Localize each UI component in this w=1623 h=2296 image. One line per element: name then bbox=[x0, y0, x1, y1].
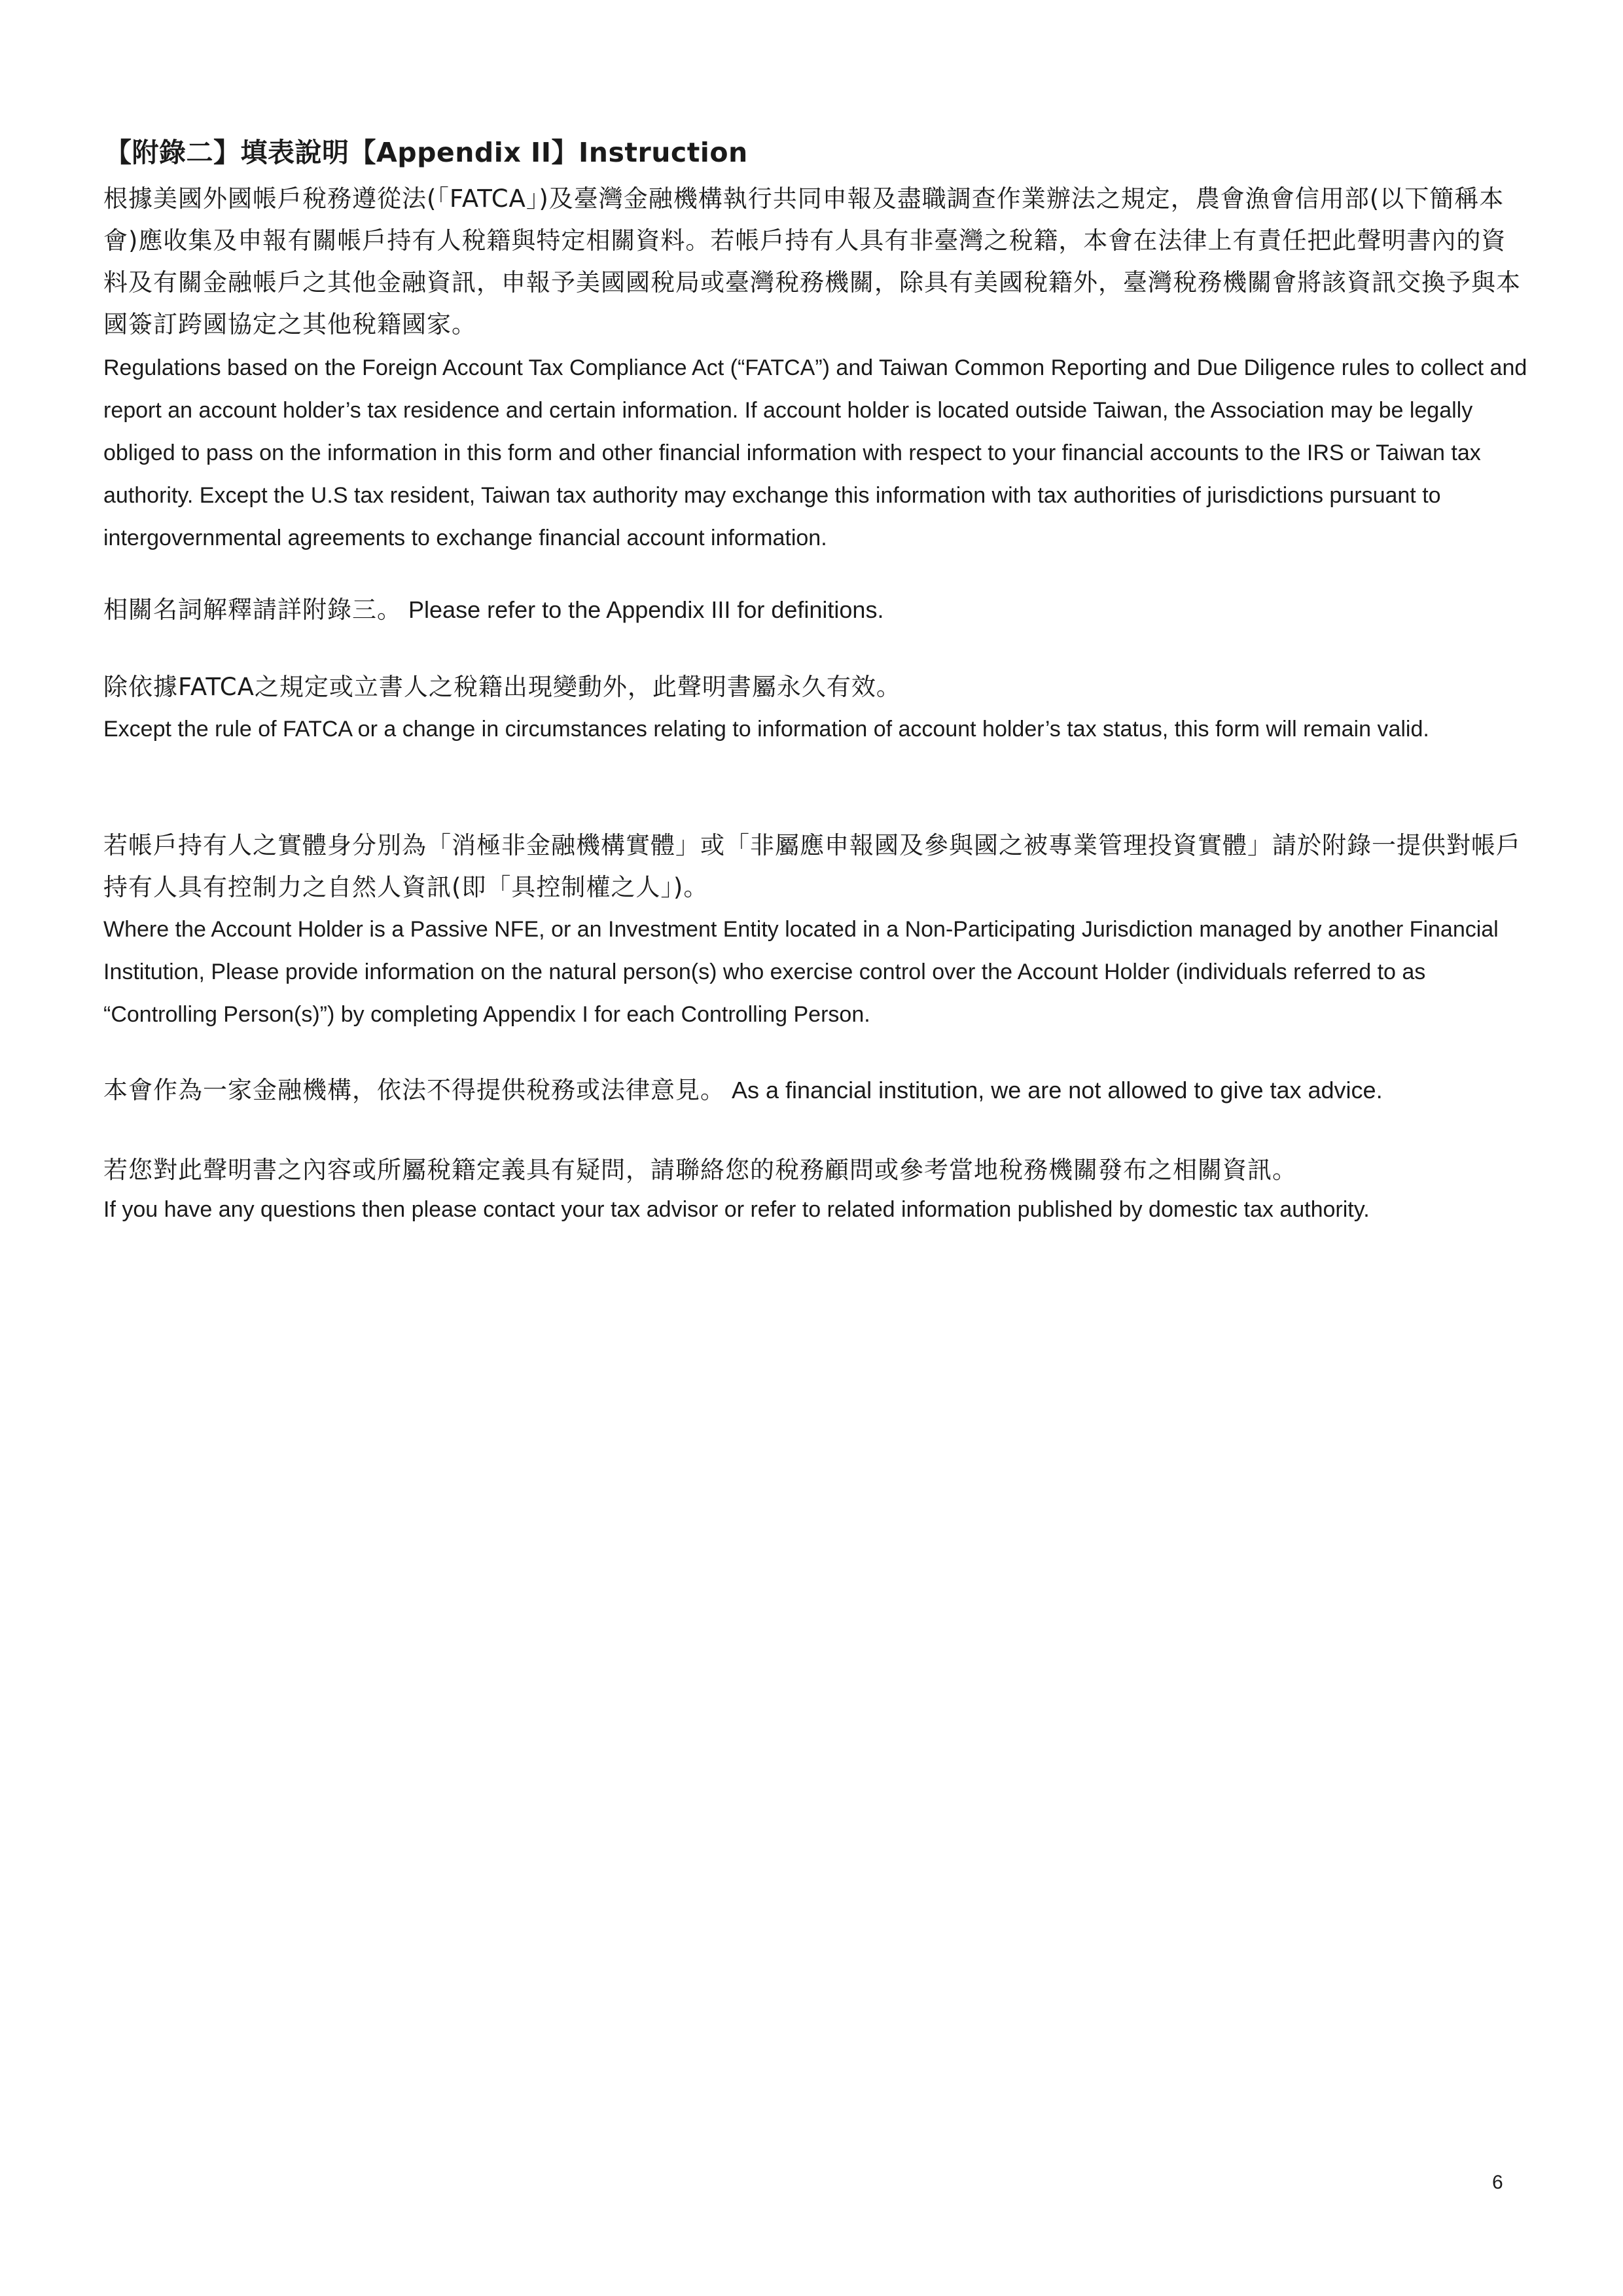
validity-paragraph-zh: 除依據FATCA之規定或立書人之稅籍出現變動外，此聲明書屬永久有效。 bbox=[103, 673, 901, 701]
validity-paragraph-en: Except the rule of FATCA or a change in circumstances relating to information of account holder’s tax status, this form will remain valid. bbox=[103, 717, 1429, 742]
tax-advice-section bbox=[103, 1071, 1530, 1110]
questions-paragraph-en: If you have any questions then please contact your tax advisor or refer to related information published by domestic tax authority. bbox=[103, 1197, 1370, 1222]
regulation-section bbox=[103, 178, 1530, 560]
tax-advice-text-zh: 本會作為一家金融機構，依法不得提供稅務或法律意見。 bbox=[103, 1076, 725, 1104]
controlling-person-paragraph-en: Where the Account Holder is a Passive NFE, or an Investment Entity located in a Non-Participating Jurisdiction managed by another Financial Institution, Please provide information on the natural person(s) who exercise control over the Account Holder (individuals referred to as “Controlling Person(s)”) by completing Appendix I for each Controlling Person. bbox=[103, 917, 1499, 1027]
definitions-text-zh: 相關名詞解釋請詳附錄三。 bbox=[103, 596, 402, 624]
regulation-paragraph-zh: 根據美國外國帳戶稅務遵從法(「FATCA」)及臺灣金融機構執行共同申報及盡職調查作業辦法之規定，農會漁會信用部(以下簡稱本會)應收集及申報有關帳戶持有人稅籍與特定相關資料。若帳戶持有人具有非臺灣之稅籍，本會在法律上有責任把此聲明書內的資料及有關金融帳戶之其他金融資訊，申報予美國國稅局或臺灣稅務機關，除具有美國稅籍外，臺灣稅務機關會將該資訊交換予與本國簽訂跨國協定之其他稅籍國家。 bbox=[103, 185, 1521, 338]
regulation-paragraph-en: Regulations based on the Foreign Account Tax Compliance Act (“FATCA”) and Taiwan Common Reporting and Due Diligence rules to collect and report an account holder’s tax residence and certain information. If account holder is located outside Taiwan, the Association may be legally obliged to pass on the information in this form and other financial information with respect to your financial accounts to the IRS or Taiwan tax authority. Except the U.S tax resident, Taiwan tax authority may exchange this information with tax authorities of jurisdictions pursuant to intergovernmental agreements to exchange financial account information. bbox=[103, 355, 1527, 550]
controlling-person-section bbox=[103, 825, 1530, 1036]
definitions-section bbox=[103, 590, 1530, 630]
tax-advice-line bbox=[103, 1071, 1530, 1110]
page-title: 【附錄二】填表說明【Appendix II】Instruction bbox=[105, 137, 748, 168]
definitions-line bbox=[103, 590, 1530, 630]
tax-advice-text-en: As a financial institution, we are not allowed to give tax advice. bbox=[732, 1077, 1383, 1103]
questions-section bbox=[103, 1149, 1530, 1228]
definitions-text-en: Please refer to the Appendix III for definitions. bbox=[408, 596, 884, 623]
controlling-person-paragraph-zh: 若帳戶持有人之實體身分別為「消極非金融機構實體」或「非屬應申報國及參與國之被專業管理投資實體」請於附錄一提供對帳戶持有人具有控制力之自然人資訊(即「具控制權之人」)。 bbox=[103, 831, 1521, 901]
page-number: 6 bbox=[1492, 2172, 1503, 2193]
validity-section bbox=[103, 666, 1530, 751]
questions-paragraph-zh: 若您對此聲明書之內容或所屬稅籍定義具有疑問，請聯絡您的稅務顧問或參考當地稅務機關發布之相關資訊。 bbox=[103, 1156, 1297, 1184]
